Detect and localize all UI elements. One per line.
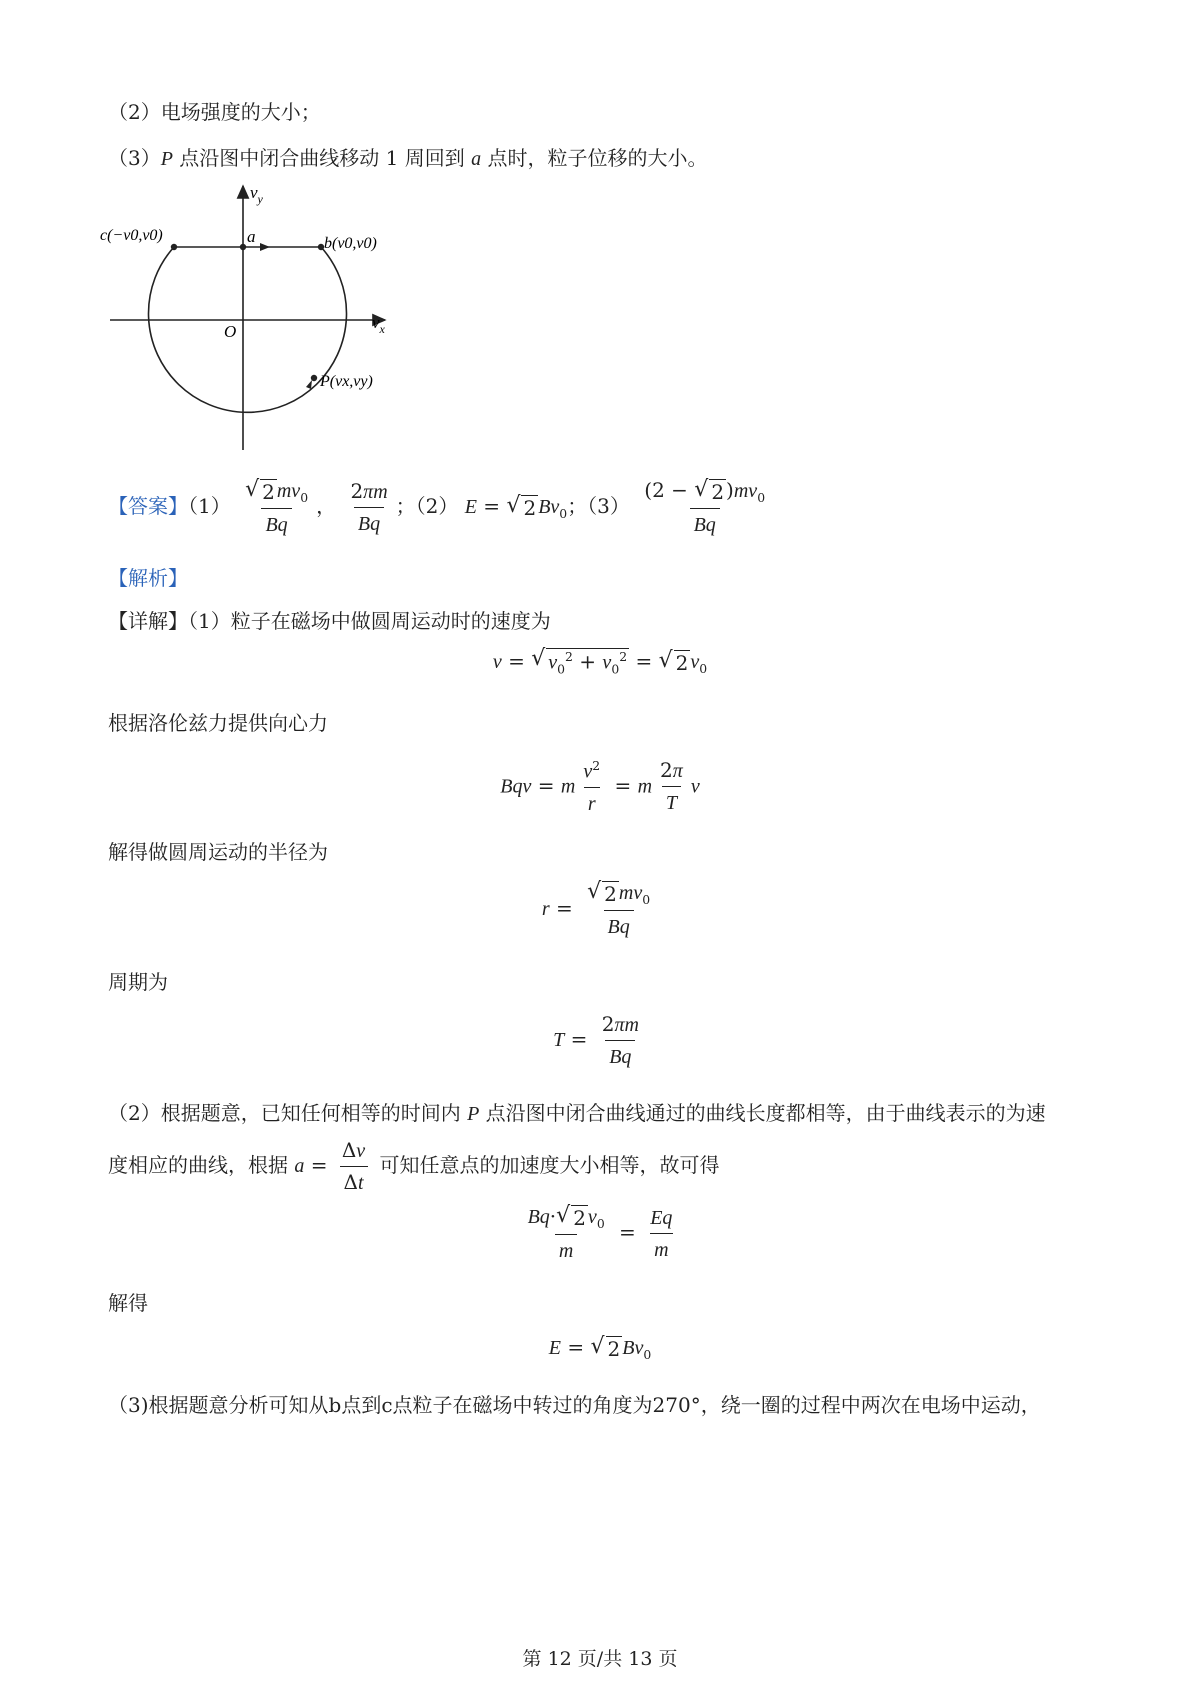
point-c-label: c(−v0,v0)	[100, 227, 163, 244]
origin-label: O	[224, 322, 237, 341]
detail-text-6a: 度相应的曲线，根据	[108, 1153, 288, 1177]
formula-velocity: v = √ $v_0^2 + v_0^2$ = √ 2 $v_0$	[492, 646, 708, 677]
detail-line-3: 解得做圆周运动的半径为	[108, 840, 328, 864]
answer-part3-label: ；（3）	[567, 494, 630, 518]
detail-line-2: 根据洛伦兹力提供向心力	[108, 711, 328, 735]
detail-tag: 【详解】	[108, 609, 188, 633]
q3-point-a: a	[471, 148, 482, 170]
detail-line-7: 解得	[108, 1291, 148, 1315]
detail-line-6: 度相应的曲线，根据 a = $\frac{\Delta v}{\Delta t}$ 可知任意点的加速度大小相等，故可得	[108, 1138, 720, 1194]
p-arrow	[306, 380, 312, 389]
q3-suffix: 点时，粒子位移的大小。	[481, 146, 708, 170]
detail-line-1	[108, 605, 551, 634]
q3-mid: 点沿图中闭合曲线移动 1 周回到	[172, 146, 472, 170]
analysis-tag: 【解析】	[108, 566, 188, 590]
answer-period-formula: $\frac{2\pi m}{Bq}$	[350, 479, 388, 535]
formula-acceleration-equal: Bq· √ 2 $v_0$ m = $\frac{Eq}{m}$	[527, 1203, 673, 1262]
answer-part1-label: （1）	[188, 494, 231, 518]
q3-prefix: （3）	[108, 146, 161, 170]
answer-tag: 【答案】	[108, 494, 188, 518]
formula-acceleration: $\frac{\Delta v}{\Delta t}$	[338, 1138, 369, 1195]
detail-text-6b: 可知任意点的加速度大小相等，故可得	[379, 1153, 720, 1177]
formula-radius: r = √ 2 $mv_0$ Bq	[541, 879, 651, 938]
circular-arc	[149, 247, 347, 412]
formula-period: T = $\frac{2\pi m}{Bq}$	[553, 1012, 639, 1068]
answer-part2-label: ；（2）	[395, 494, 459, 518]
question-2: （2）电场强度的大小；	[108, 100, 321, 124]
axis-y-label: $v_y$	[250, 183, 263, 206]
page-footer: 第 12 页/共 13 页	[522, 1648, 678, 1670]
formula-field: E = √ 2 $Bv_0$	[548, 1334, 652, 1362]
detail-line-5	[108, 1097, 1046, 1126]
q3-point-p: P	[160, 148, 173, 170]
detail-line-4: 周期为	[108, 970, 168, 994]
detail-line-8: （3)根据题意分析可知从b点到c点粒子在磁场中转过的角度为270°，绕一圈的过程中两次在电场中运动，	[108, 1393, 1041, 1417]
direction-arrow	[260, 243, 270, 251]
detail-point-p: P	[467, 1103, 480, 1125]
point-a-label: a	[247, 227, 256, 246]
question-3	[108, 142, 707, 171]
detail-text-5b: 点沿图中闭合曲线通过的曲线长度都相等，由于曲线表示的为速	[479, 1101, 1046, 1125]
answer-displacement-formula: (2 − √ 2 )$mv_0$ Bq	[644, 477, 766, 536]
point-a-dot	[240, 244, 246, 250]
point-p-dot	[311, 375, 317, 381]
detail-text-1: （1）粒子在磁场中做圆周运动时的速度为	[188, 609, 551, 633]
detail-text-5a: （2）根据题意，已知任何相等的时间内	[108, 1101, 468, 1125]
answer-field-formula: E = √ 2 $Bv_0$	[464, 493, 568, 521]
answer-sep: ，	[316, 494, 337, 518]
point-b-label: b(v0,v0)	[324, 235, 377, 252]
answer-radius-formula: √ 2 $mv_0$ Bq	[245, 477, 309, 536]
formula-lorentz: Bqv = m $\frac{v^2}{r}$ = m $\frac{2\pi}{T}$ v	[500, 758, 700, 815]
point-p-label: P(vx,vy)	[320, 373, 373, 390]
axis-x-label: $v_x$	[372, 313, 385, 336]
velocity-diagram	[100, 180, 430, 460]
answer-line	[108, 478, 773, 537]
point-c-dot	[171, 244, 177, 250]
